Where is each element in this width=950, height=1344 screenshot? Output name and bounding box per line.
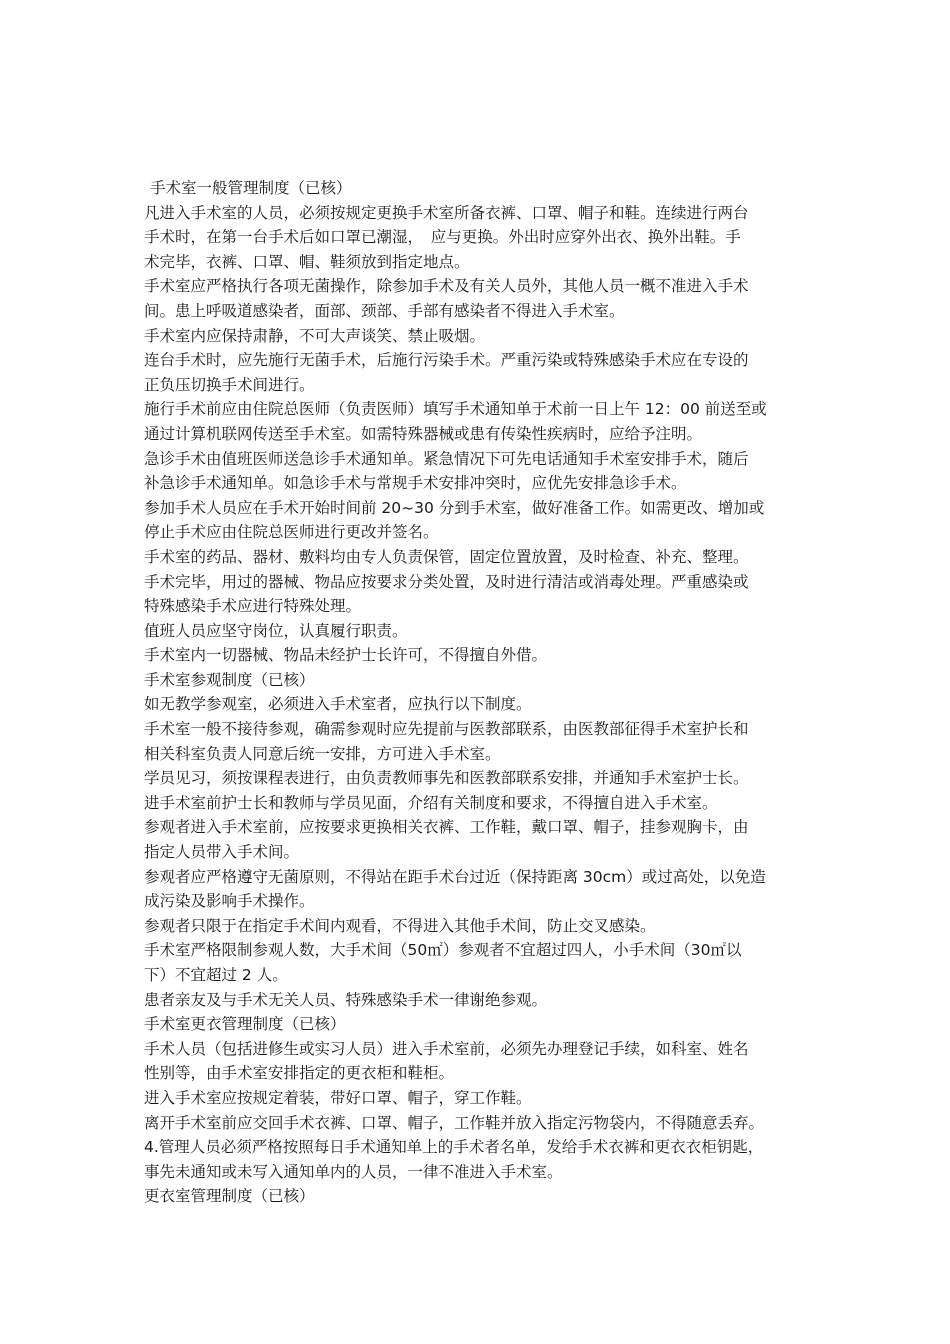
text-line: 间。患上呼吸道感染者，面部、颈部、手部有感染者不得进入手术室。 [144, 301, 625, 320]
text-line: 参观者应严格遵守无菌原则，不得站在距手术台过近（保持距离 30cm）或过高处，以免造 [144, 867, 766, 886]
text-line: 手术人员（包括进修生或实习人员）进入手术室前，必须先办理登记手续，如科室、姓名 [144, 1039, 749, 1058]
text-line: 补急诊手术通知单。如急诊手术与常规手术安排冲突时，应优先安排急诊手术。 [144, 474, 687, 493]
text-line: 进入手术室应按规定着装，带好口罩、帽子，穿工作鞋。 [144, 1088, 532, 1107]
text-line: 手术室内一切器械、物品未经护士长许可，不得擅自外借。 [144, 646, 548, 665]
text-line: 手术时，在第一台手术后如口罩已潮湿， 应与更换。外出时应穿外出衣、换外出鞋。手 [144, 228, 741, 247]
text-line: 患者亲友及与手术无关人员、特殊感染手术一律谢绝参观。 [144, 990, 548, 1009]
text-line: 特殊感染手术应进行特殊处理。 [144, 597, 362, 616]
text-line: 手术室应严格执行各项无菌操作，除参加手术及有关人员外，其他人员一概不准进入手术 [144, 277, 749, 296]
text-line: 性别等，由手术室安排指定的更衣柜和鞋柜。 [144, 1064, 455, 1083]
text-line: 通过计算机联网传送至手术室。如需特殊器械或患有传染性疾病时，应给予注明。 [144, 424, 703, 443]
text-line: 进手术室前护士长和教师与学员见面，介绍有关制度和要求，不得擅自进入手术室。 [144, 793, 718, 812]
text-line: 手术室内应保持肃静，不可大声谈笑、禁止吸烟。 [144, 326, 486, 345]
text-line: 急诊手术由值班医师送急诊手术通知单。紧急情况下可先电话通知手术室安排手术，随后 [144, 449, 749, 468]
text-line: 手术室一般不接待参观，确需参观时应先提前与医教部联系，由医教部征得手术室护长和 [144, 720, 749, 739]
text-line: 手术完毕，用过的器械、物品应按要求分类处置，及时进行清洁或消毒处理。严重感染或 [144, 572, 749, 591]
section-title-general: 手术室一般管理制度（已核） [150, 179, 352, 197]
section-title-locker-room: 更衣室管理制度（已核） [144, 1187, 315, 1206]
text-line: 指定人员带入手术间。 [144, 843, 300, 862]
text-line: 参观者只限于在指定手术间内观看，不得进入其他手术间，防止交叉感染。 [144, 916, 656, 935]
document-body [144, 176, 812, 1209]
section-title-visiting: 手术室参观制度（已核） [144, 670, 315, 689]
text-line: 手术室的药品、器材、敷料均由专人负责保管，固定位置放置，及时检查、补充、整理。 [144, 547, 749, 566]
text-line: 4.管理人员必须严格按照每日手术通知单上的手术者名单，发给手术衣裤和更衣衣柜钥匙， [144, 1138, 764, 1157]
text-line: 施行手术前应由住院总医师（负责医师）填写手术通知单于术前一日上午 12：00 前送至或 [144, 400, 767, 419]
text-line: 正负压切换手术间进行。 [144, 375, 315, 394]
text-line: 连台手术时，应先施行无菌手术，后施行污染手术。严重污染或特殊感染手术应在专设的 [144, 351, 749, 370]
text-line: 值班人员应坚守岗位，认真履行职责。 [144, 621, 408, 640]
text-line: 如无教学参观室，必须进入手术室者，应执行以下制度。 [144, 695, 532, 714]
text-line: 相关科室负责人同意后统一安排，方可进入手术室。 [144, 744, 501, 763]
text-line: 参加手术人员应在手术开始时间前 20~30 分到手术室，做好准备工作。如需更改、增加或 [144, 498, 765, 517]
text-line: 参观者进入手术室前，应按要求更换相关衣裤、工作鞋，戴口罩、帽子，挂参观胸卡，由 [144, 818, 749, 837]
text-line: 手术室严格限制参观人数，大手术间（50㎡）参观者不宜超过四人，小手术间（30㎡以 [144, 941, 742, 960]
text-line: 事先未通知或未写入通知单内的人员，一律不准进入手术室。 [144, 1162, 563, 1181]
text-line: 学员见习，须按课程表进行，由负责教师事先和医教部联系安排，并通知手术室护士长。 [144, 769, 749, 788]
text-line: 下）不宜超过 2 人。 [144, 966, 288, 984]
text-line: 术完毕，衣裤、口罩、帽、鞋须放到指定地点。 [144, 252, 470, 271]
section-title-changing: 手术室更衣管理制度（已核） [144, 1015, 346, 1034]
text-line: 停止手术应由住院总医师进行更改并签名。 [144, 523, 439, 542]
text-line: 凡进入手术室的人员，必须按规定更换手术室所备衣裤、口罩、帽子和鞋。连续进行两台 [144, 203, 749, 222]
text-line: 成污染及影响手术操作。 [144, 892, 315, 911]
text-line: 离开手术室前应交回手术衣裤、口罩、帽子，工作鞋并放入指定污物袋内，不得随意丢弃。 [144, 1113, 765, 1132]
